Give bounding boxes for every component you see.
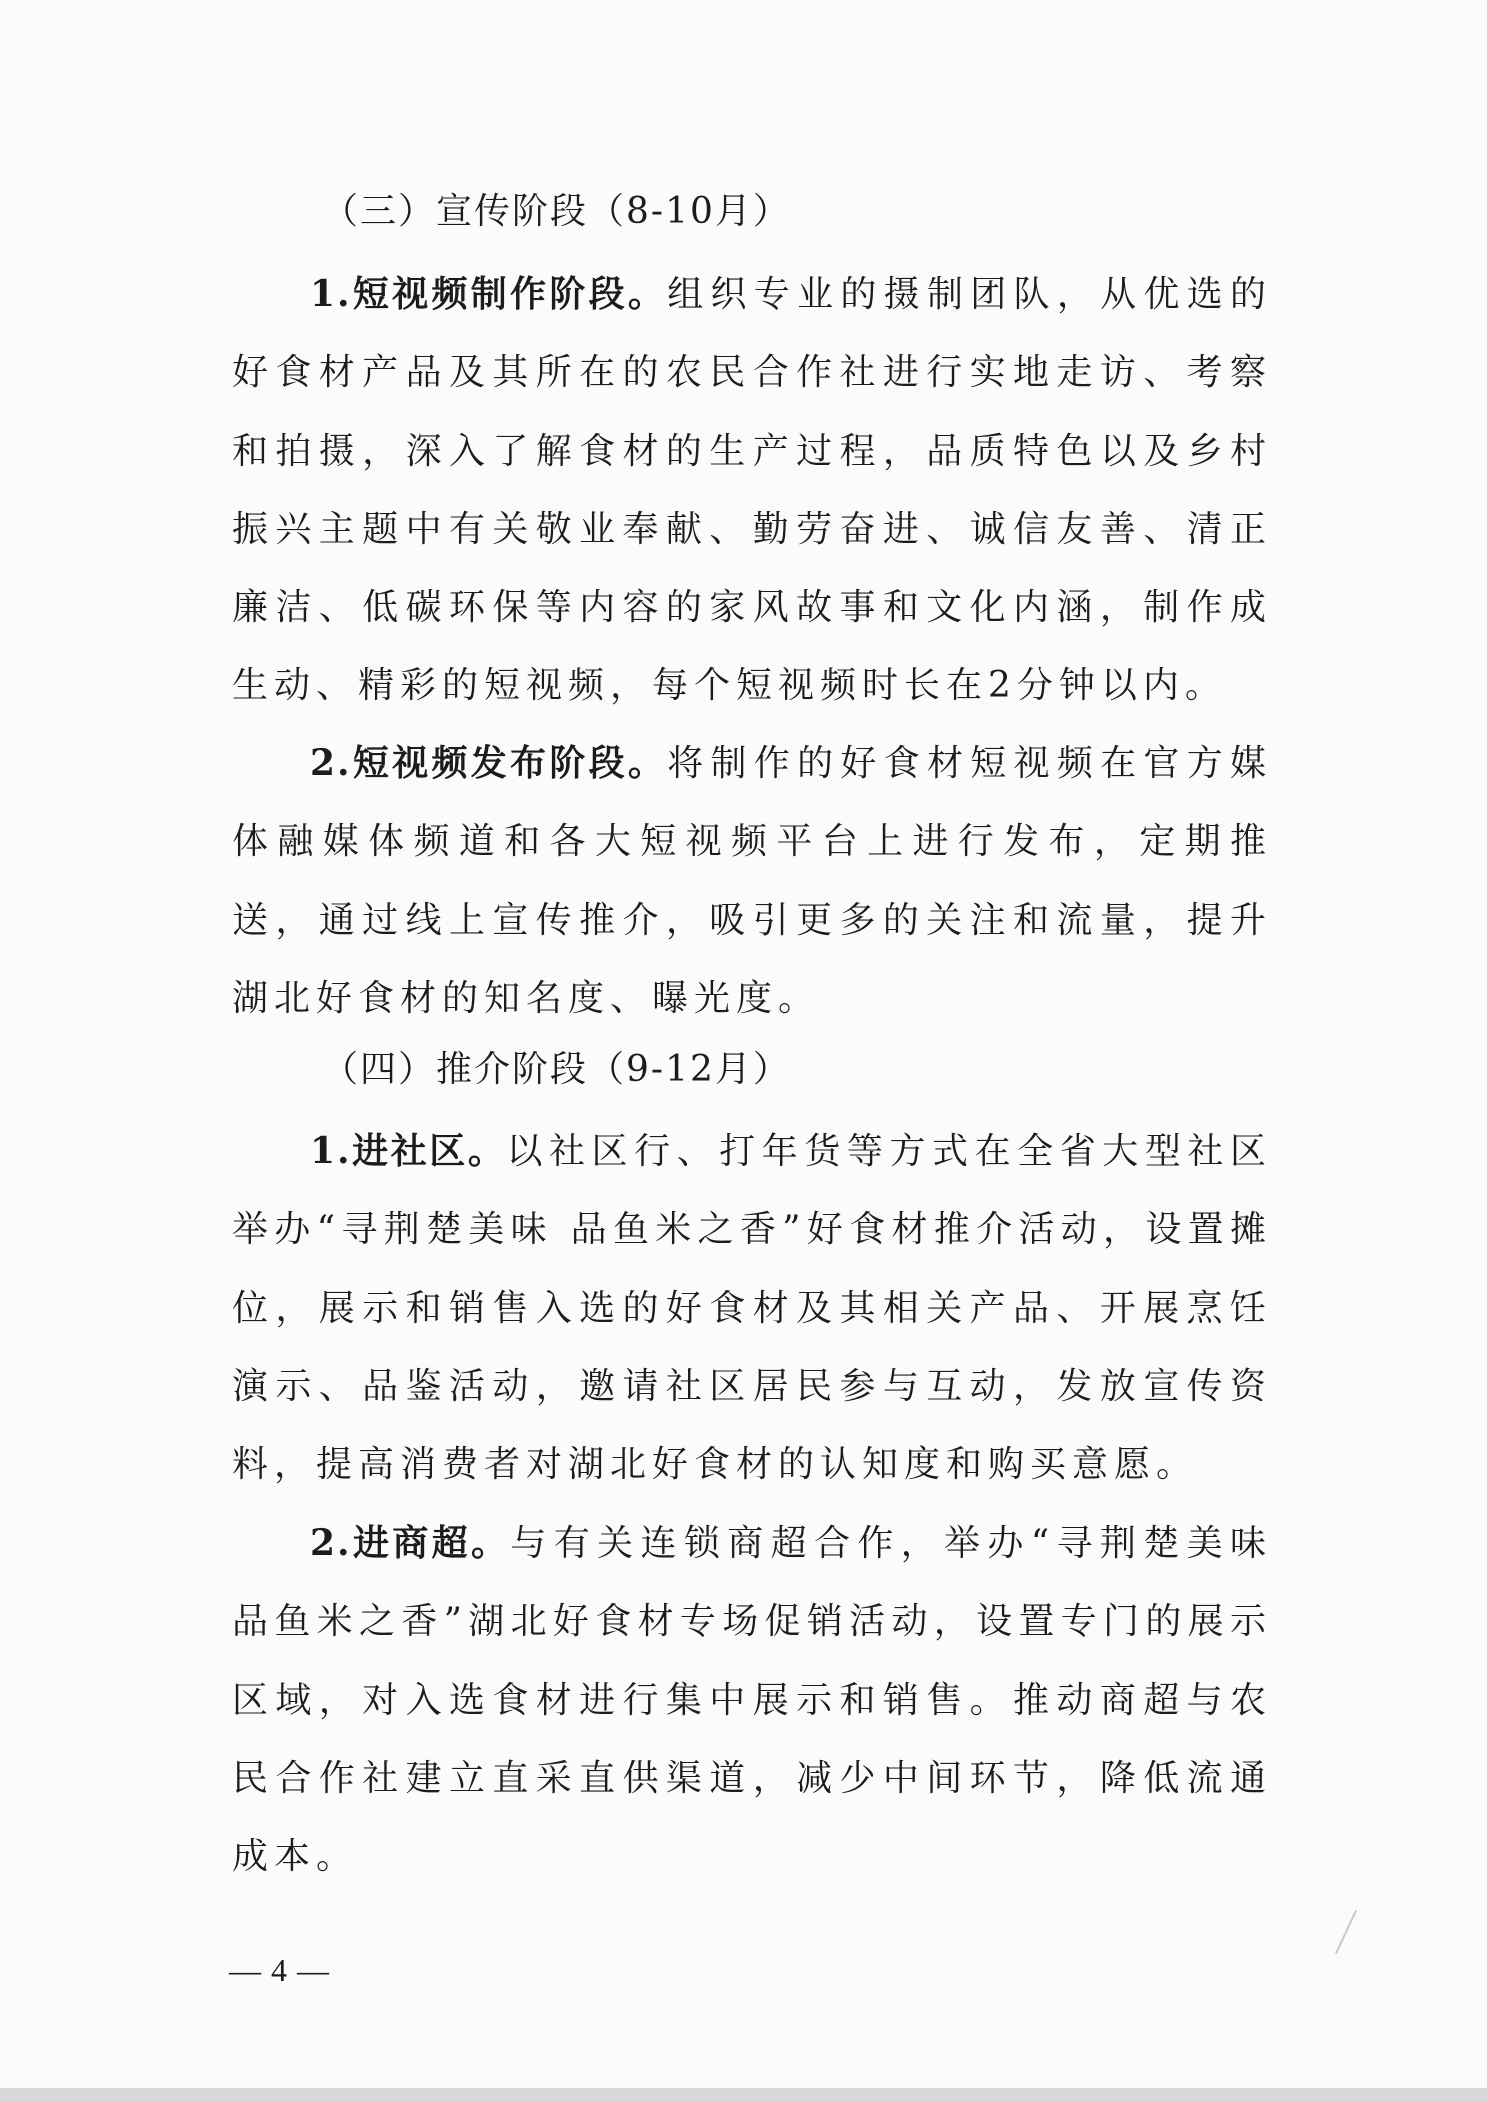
paragraph-body: 将制作的好食材短视频在官方媒体融媒体频道和各大短视频平台上进行发布，定期推送，通过线上宣传推介，吸引更多的关注和流量，提升湖北好食材的知名度、曝光度。 bbox=[232, 743, 1272, 1019]
paragraph-video-release bbox=[232, 724, 1272, 1038]
paragraph-body: 以社区行、打年货等方式在全省大型社区举办“寻荆楚美味 品鱼米之香”好食材推介活动，设置摊位，展示和销售入选的好食材及其相关产品、开展烹饪演示、品鉴活动，邀请社区居民参与互动，发放宣传资料，提高消费者对湖北好食材的认知度和购买意愿。 bbox=[232, 1131, 1272, 1486]
section-heading-promotion: （四）推介阶段（9-12月） bbox=[322, 1049, 791, 1090]
paragraph-community bbox=[232, 1112, 1272, 1504]
scan-artifact bbox=[1335, 1910, 1357, 1954]
page-number: — 4 — bbox=[229, 1952, 330, 1988]
section-heading-publicity: （三）宣传阶段（8-10月） bbox=[322, 191, 791, 232]
paragraph-lead: 2.短视频发布阶段。 bbox=[310, 742, 668, 784]
paragraph-supermarket bbox=[232, 1504, 1272, 1896]
paragraph-lead: 1.短视频制作阶段。 bbox=[310, 273, 668, 315]
paragraph-body: 组织专业的摄制团队，从优选的好食材产品及其所在的农民合作社进行实地走访、考察和拍摄，深入了解食材的生产过程，品质特色以及乡村振兴主题中有关敬业奉献、勤劳奋进、诚信友善、清正廉洁、低碳环保等内容的家风故事和文化内涵，制作成生动、精彩的短视频，每个短视频时长在2分钟以内。 bbox=[232, 274, 1272, 707]
paragraph-lead: 1.进社区。 bbox=[310, 1130, 507, 1172]
paragraph-lead: 2.进商超。 bbox=[310, 1522, 511, 1564]
paragraph-video-production bbox=[232, 255, 1272, 726]
scan-edge bbox=[0, 2088, 1487, 2102]
paragraph-body: 与有关连锁商超合作，举办“寻荆楚美味 品鱼米之香”湖北好食材专场促销活动，设置专门的展示区域，对入选食材进行集中展示和销售。推动商超与农民合作社建立直采直供渠道，减少中间环节，降低流通成本。 bbox=[232, 1523, 1272, 1878]
